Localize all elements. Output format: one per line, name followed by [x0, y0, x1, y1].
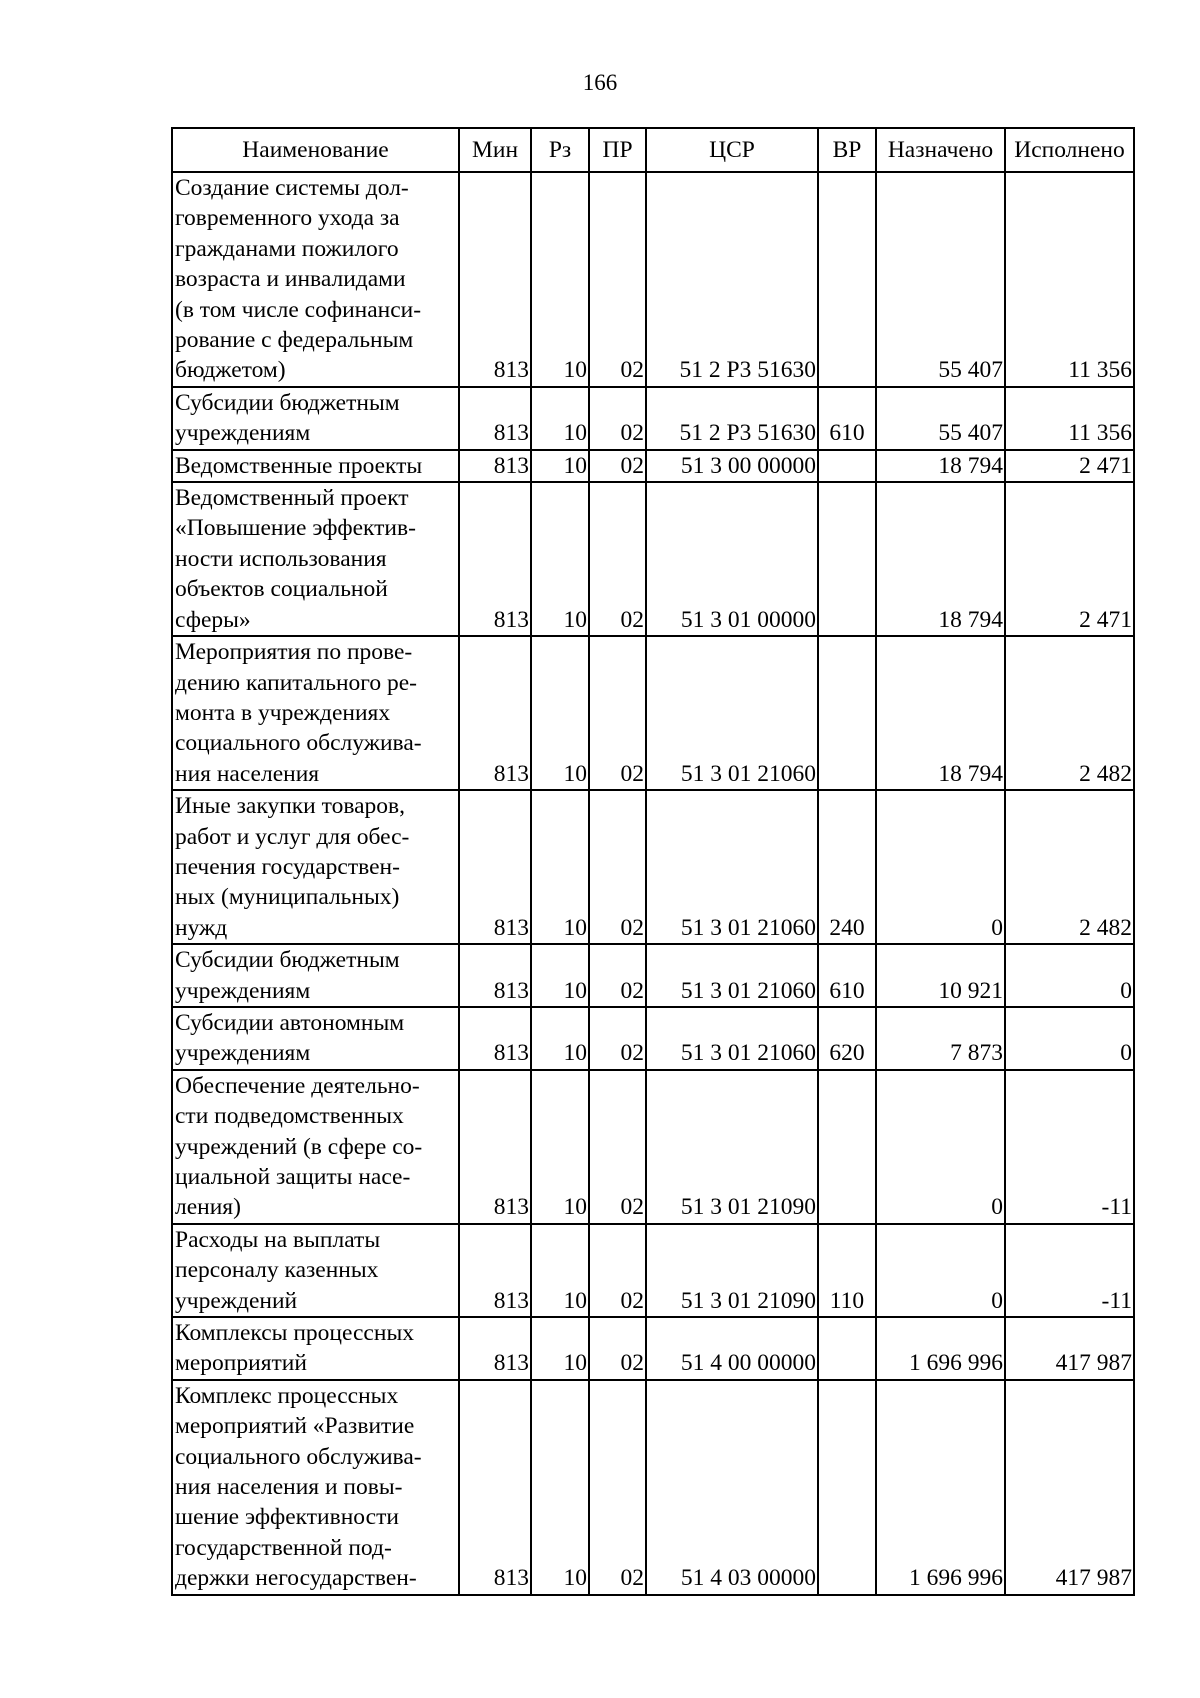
cell-name: Расходы на выплаты персоналу казенных учреждений — [172, 1224, 459, 1317]
cell-pr: 02 — [589, 1380, 646, 1595]
cell-rz: 10 — [531, 1070, 589, 1224]
table-row — [172, 387, 1134, 450]
cell-assigned: 7 873 — [876, 1007, 1005, 1070]
cell-vr — [818, 1317, 876, 1380]
cell-pr: 02 — [589, 1070, 646, 1224]
cell-rz: 10 — [531, 1224, 589, 1317]
cell-min: 813 — [459, 1317, 531, 1380]
cell-rz: 10 — [531, 482, 589, 636]
header-name: Наименование — [172, 128, 459, 172]
cell-assigned: 18 794 — [876, 482, 1005, 636]
cell-csr: 51 3 00 00000 — [646, 450, 818, 482]
header-rz: Рз — [531, 128, 589, 172]
cell-csr: 51 3 01 21090 — [646, 1224, 818, 1317]
table-row — [172, 636, 1134, 790]
cell-min: 813 — [459, 944, 531, 1007]
cell-name: Создание системы дол- говременного ухода за гражданами пожилого возраста и инвалидами (в том числе софинанси- рование с федеральным бюджетом) — [172, 172, 459, 387]
cell-csr: 51 3 01 21060 — [646, 1007, 818, 1070]
table-row — [172, 172, 1134, 387]
cell-vr — [818, 482, 876, 636]
cell-vr: 110 — [818, 1224, 876, 1317]
cell-csr: 51 4 00 00000 — [646, 1317, 818, 1380]
table-row — [172, 450, 1134, 482]
cell-assigned: 10 921 — [876, 944, 1005, 1007]
table-body — [172, 172, 1134, 1595]
cell-rz: 10 — [531, 1380, 589, 1595]
cell-rz: 10 — [531, 636, 589, 790]
cell-vr — [818, 1070, 876, 1224]
cell-rz: 10 — [531, 790, 589, 944]
cell-assigned: 1 696 996 — [876, 1317, 1005, 1380]
cell-rz: 10 — [531, 1317, 589, 1380]
cell-name: Субсидии автономным учреждениям — [172, 1007, 459, 1070]
header-assigned: Назначено — [876, 128, 1005, 172]
cell-min: 813 — [459, 790, 531, 944]
cell-pr: 02 — [589, 790, 646, 944]
cell-pr: 02 — [589, 636, 646, 790]
cell-name: Ведомственный проект «Повышение эффектив- ности использования объектов социальной сферы» — [172, 482, 459, 636]
cell-name: Субсидии бюджетным учреждениям — [172, 944, 459, 1007]
cell-min: 813 — [459, 1380, 531, 1595]
header-min: Мин — [459, 128, 531, 172]
budget-table — [171, 127, 1135, 1596]
cell-executed: 2 471 — [1005, 482, 1134, 636]
cell-rz: 10 — [531, 1007, 589, 1070]
cell-assigned: 1 696 996 — [876, 1380, 1005, 1595]
cell-executed: 417 987 — [1005, 1380, 1134, 1595]
table-row — [172, 1380, 1134, 1595]
cell-pr: 02 — [589, 482, 646, 636]
cell-pr: 02 — [589, 387, 646, 450]
cell-csr: 51 3 01 21060 — [646, 790, 818, 944]
cell-vr: 620 — [818, 1007, 876, 1070]
header-csr: ЦСР — [646, 128, 818, 172]
cell-pr: 02 — [589, 944, 646, 1007]
cell-assigned: 0 — [876, 790, 1005, 944]
cell-vr — [818, 172, 876, 387]
cell-csr: 51 3 01 21060 — [646, 636, 818, 790]
cell-name: Иные закупки товаров, работ и услуг для обес- печения государствен- ных (муниципальных) нужд — [172, 790, 459, 944]
cell-executed: 11 356 — [1005, 387, 1134, 450]
cell-min: 813 — [459, 387, 531, 450]
cell-assigned: 18 794 — [876, 450, 1005, 482]
cell-executed: 11 356 — [1005, 172, 1134, 387]
cell-name: Субсидии бюджетным учреждениям — [172, 387, 459, 450]
cell-rz: 10 — [531, 387, 589, 450]
cell-executed: -11 — [1005, 1070, 1134, 1224]
header-executed: Исполнено — [1005, 128, 1134, 172]
cell-pr: 02 — [589, 1007, 646, 1070]
page-number: 166 — [582, 70, 618, 95]
cell-executed: 0 — [1005, 1007, 1134, 1070]
table-row — [172, 1317, 1134, 1380]
header-pr: ПР — [589, 128, 646, 172]
cell-vr: 240 — [818, 790, 876, 944]
header-row — [172, 128, 1134, 172]
cell-vr: 610 — [818, 944, 876, 1007]
cell-executed: 417 987 — [1005, 1317, 1134, 1380]
cell-executed: 2 482 — [1005, 790, 1134, 944]
cell-vr — [818, 450, 876, 482]
table-row — [172, 790, 1134, 944]
cell-min: 813 — [459, 1070, 531, 1224]
cell-min: 813 — [459, 1007, 531, 1070]
cell-min: 813 — [459, 172, 531, 387]
cell-pr: 02 — [589, 1317, 646, 1380]
cell-min: 813 — [459, 450, 531, 482]
cell-csr: 51 3 01 00000 — [646, 482, 818, 636]
cell-name: Мероприятия по прове- дению капитального ре- монта в учреждениях социального обслужива- ния населения — [172, 636, 459, 790]
cell-name: Обеспечение деятельно- сти подведомственных учреждений (в сфере со- циальной защиты насе- ления) — [172, 1070, 459, 1224]
cell-assigned: 0 — [876, 1070, 1005, 1224]
cell-name: Комплексы процессных мероприятий — [172, 1317, 459, 1380]
cell-csr: 51 2 Р3 51630 — [646, 387, 818, 450]
table-row — [172, 1007, 1134, 1070]
cell-vr — [818, 636, 876, 790]
cell-rz: 10 — [531, 172, 589, 387]
cell-assigned: 55 407 — [876, 387, 1005, 450]
cell-pr: 02 — [589, 450, 646, 482]
table-row — [172, 482, 1134, 636]
cell-csr: 51 3 01 21060 — [646, 944, 818, 1007]
cell-executed: 0 — [1005, 944, 1134, 1007]
cell-assigned: 18 794 — [876, 636, 1005, 790]
cell-vr: 610 — [818, 387, 876, 450]
cell-assigned: 55 407 — [876, 172, 1005, 387]
header-vr: ВР — [818, 128, 876, 172]
cell-csr: 51 2 Р3 51630 — [646, 172, 818, 387]
table-row — [172, 1224, 1134, 1317]
cell-min: 813 — [459, 636, 531, 790]
cell-executed: 2 482 — [1005, 636, 1134, 790]
cell-executed: 2 471 — [1005, 450, 1134, 482]
cell-csr: 51 4 03 00000 — [646, 1380, 818, 1595]
cell-rz: 10 — [531, 944, 589, 1007]
cell-min: 813 — [459, 482, 531, 636]
table-row — [172, 944, 1134, 1007]
cell-assigned: 0 — [876, 1224, 1005, 1317]
table-row — [172, 1070, 1134, 1224]
cell-name: Ведомственные проекты — [172, 450, 459, 482]
cell-min: 813 — [459, 1224, 531, 1317]
cell-csr: 51 3 01 21090 — [646, 1070, 818, 1224]
cell-pr: 02 — [589, 172, 646, 387]
cell-rz: 10 — [531, 450, 589, 482]
cell-executed: -11 — [1005, 1224, 1134, 1317]
cell-name: Комплекс процессных мероприятий «Развитие социального обслужива- ния населения и повы- шение эффективности государственной под- держки негосударствен- — [172, 1380, 459, 1595]
cell-pr: 02 — [589, 1224, 646, 1317]
cell-vr — [818, 1380, 876, 1595]
